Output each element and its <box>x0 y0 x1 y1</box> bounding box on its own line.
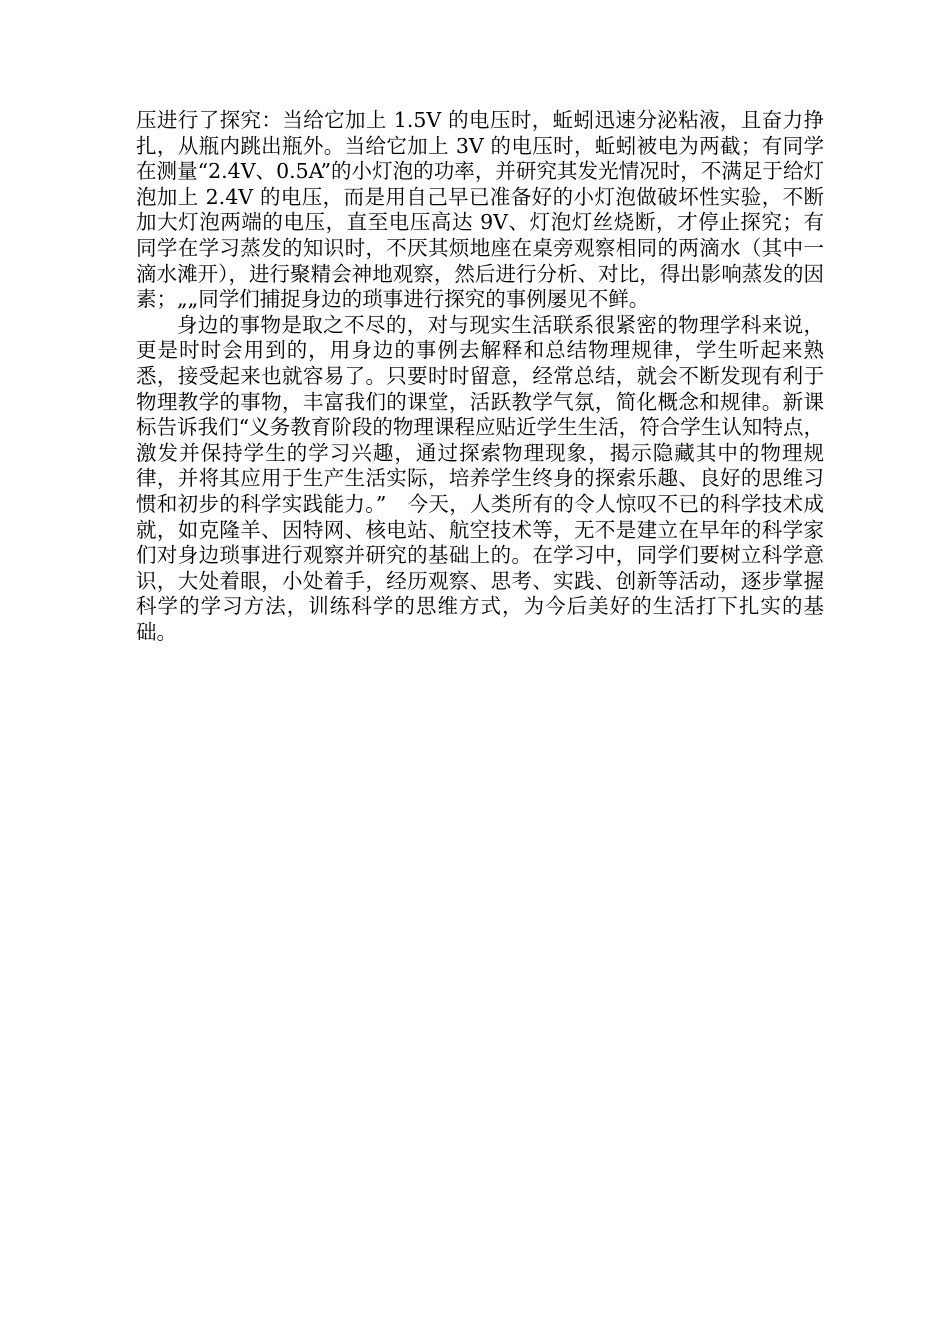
paragraph-1: 压进行了探究：当给它加上 1.5V 的电压时，蚯蚓迅速分泌粘液，且奋力挣扎，从瓶内跳出瓶外。当给它加上 3V 的电压时，蚯蚓被电为两截；有同学在测量“2.4V、0.5A”的小灯泡的功率，并研究其发光情况时，不满足于给灯泡加上 2.4V 的电压，而是用自己早已准备好的小灯泡做破坏性实验，不断加大灯泡两端的电压，直至电压高达 9V、灯泡灯丝烧断，才停止探究；有同学在学习蒸发的知识时，不厌其烦地座在桌旁观察相同的两滴水（其中一滴水滩开），进行聚精会神地观察，然后进行分析、对比，得出影响蒸发的因素；„„同学们捕捉身边的琐事进行探究的事例屡见不鲜。 <box>136 108 824 312</box>
paragraph-2: 身边的事物是取之不尽的，对与现实生活联系很紧密的物理学科来说，更是时时会用到的，用身边的事例去解释和总结物理规律，学生听起来熟悉，接受起来也就容易了。只要时时留意，经常总结，就会不断发现有利于物理教学的事物，丰富我们的课堂，活跃教学气氛，简化概念和规律。新课标告诉我们“义务教育阶段的物理课程应贴近学生生活，符合学生认知特点，激发并保持学生的学习兴趣，通过探索物理现象，揭示隐藏其中的物理规律，并将其应用于生产生活实际，培养学生终身的探索乐趣、良好的思维习惯和初步的科学实践能力。” 今天，人类所有的令人惊叹不已的科学技术成就，如克隆羊、因特网、核电站、航空技术等，无不是建立在早年的科学家们对身边琐事进行观察并研究的基础上的。在学习中，同学们要树立科学意识，大处着眼，小处着手，经历观察、思考、实践、创新等活动，逐步掌握科学的学习方法，训练科学的思维方式，为今后美好的生活打下扎实的基础。 <box>136 312 824 644</box>
document-body <box>136 108 824 645</box>
